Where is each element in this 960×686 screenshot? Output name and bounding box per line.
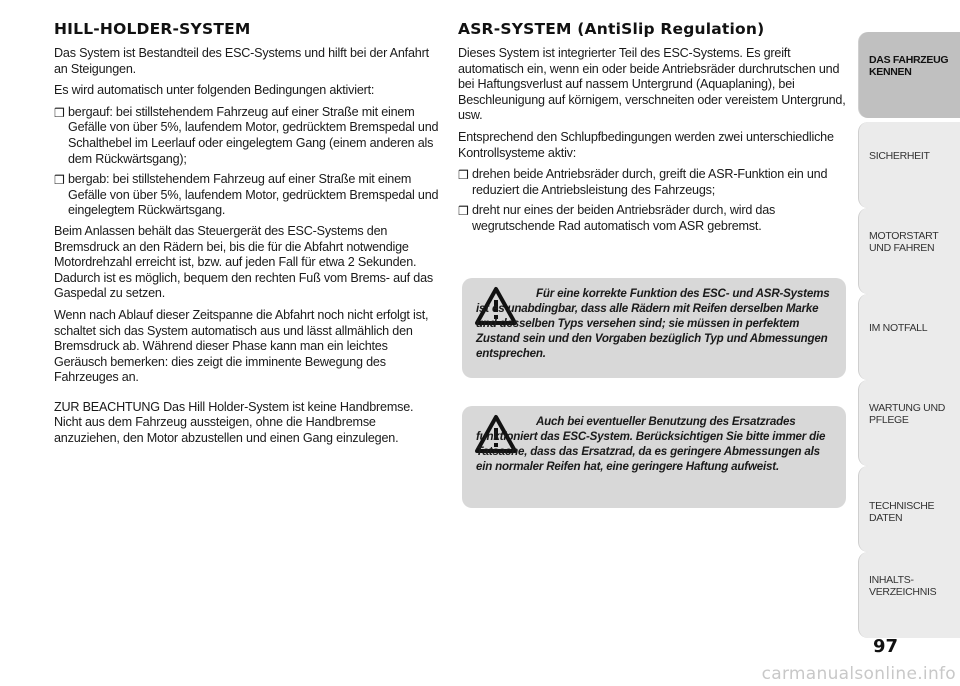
checkbox-bullet-icon: ❒ [458,168,469,183]
warning-text: Für eine korrekte Funktion des ESC- und ASR-Systems ist es unabdingbar, dass alle Rädern mit Reifen derselben Marke und desselben Typs versehen sind; sie müssen in perfektem Zustand sein und den Vorgaben bezüglich Typ und Abmessungen entsprechen. [476,287,830,360]
tab-motorstart-und-fahren[interactable]: MOTORSTART UND FAHREN [858,208,960,294]
warning-box [462,278,846,378]
list-item [54,172,442,219]
right-column [458,20,848,240]
section-title-asr: ASR-SYSTEM (AntiSlip Regulation) [458,20,765,38]
watermark: carmanualsonline.info [761,664,956,684]
checkbox-bullet-icon: ❒ [54,173,65,188]
list-item-text: bergauf: bei stillstehendem Fahrzeug auf einer Straße mit einem Gefälle von über 5%, laufendem Motor, gedrücktem Bremspedal und Schalthebel im Leerlauf oder eingelegtem Gang (einem anderen als dem Rückwärtsgang); [68,104,439,166]
paragraph: Dieses System ist integrierter Teil des ESC-Systems. Es greift automatisch ein, wenn ein oder beide Antriebsräder durchrutschen und bei Haftungsverlust auf nassem Untergrund (Aquaplaning), bei Beschleunigung auf körnigem, verschneiten oder vereistem Untergrund, usw. [458,46,846,123]
note-paragraph: ZUR BEACHTUNG Das Hill Holder-System ist keine Handbremse. Nicht aus dem Fahrzeug aussteigen, ohne die Handbremse anzuziehen, den Motor abzustellen und einen Gang einzulegen. [54,399,414,446]
tab-wartung-und-pflege[interactable]: WARTUNG UND PFLEGE [858,380,960,466]
tab-technische-daten[interactable]: TECHNISCHE DATEN [858,466,960,552]
warning-box [462,406,846,508]
section-title-hill-holder: HILL-HOLDER-SYSTEM [54,20,251,38]
paragraph: Es wird automatisch unter folgenden Bedingungen aktiviert: [54,83,375,98]
paragraph: Wenn nach Ablauf dieser Zeitspanne die Abfahrt noch nicht erfolgt ist, schaltet sich das System automatisch aus und lässt allmählich den Bremsdruck ab. Während dieser Phase kann man ein leichtes Geräusch bemerken: dies zeigt die imminente Bewegung des Fahrzeuges an. [54,307,429,385]
left-column [54,20,442,453]
list-item [54,105,442,167]
list-item-text: bergab: bei stillstehendem Fahrzeug auf einer Straße mit einem Gefälle von über 5%, laufendem Motor, gedrücktem Bremspedal und eingelegtem Rückwärtsgang. [68,172,439,218]
tab-inhaltsverzeichnis[interactable]: INHALTS- VERZEICHNIS [858,552,960,638]
tab-im-notfall[interactable]: IM NOTFALL [858,294,960,380]
warning-text: Auch bei eventueller Benutzung des Ersatzrades funktioniert das ESC-System. Berücksichtigen Sie bitte immer die Tatsache, dass das Ersatzrad, da es geringere Abmessungen als ein normaler Reifen hat, eine geringere Haftung aufweist. [476,415,826,473]
list-item [458,203,848,234]
list-item-text: dreht nur eines der beiden Antriebsräder durch, wird das wegrutschende Rad automatisch vom ASR gebremst. [472,203,776,233]
checkbox-bullet-icon: ❒ [458,204,469,219]
tab-sicherheit[interactable]: SICHERHEIT [858,122,960,208]
paragraph: Entsprechend den Schlupfbedingungen werden zwei unterschiedliche Kontrollsysteme aktiv: [458,129,834,160]
checkbox-bullet-icon: ❒ [54,105,65,120]
list-item-text: drehen beide Antriebsräder durch, greift die ASR-Funktion ein und reduziert die Antriebsleistung des Fahrzeugs; [472,167,828,197]
paragraph: Das System ist Bestandteil des ESC-Systems und hilft bei der Anfahrt an Steigungen. [54,46,429,76]
paragraph: Beim Anlassen behält das Steuergerät des ESC-Systems den Bremsdruck an den Rädern bei, bis die für die Abfahrt notwendige Motordrehzahl erreicht ist, bzw. auf jeden Fall für etwa 2 Sekunden. Dadurch ist es möglich, bequem den rechten Fuß vom Brems- auf das Gaspedal zu setzen. [54,223,433,301]
list-item [458,167,848,198]
page-number: 97 [872,636,898,657]
tab-das-fahrzeug-kennen[interactable]: DAS FAHRZEUG KENNEN [858,32,960,118]
